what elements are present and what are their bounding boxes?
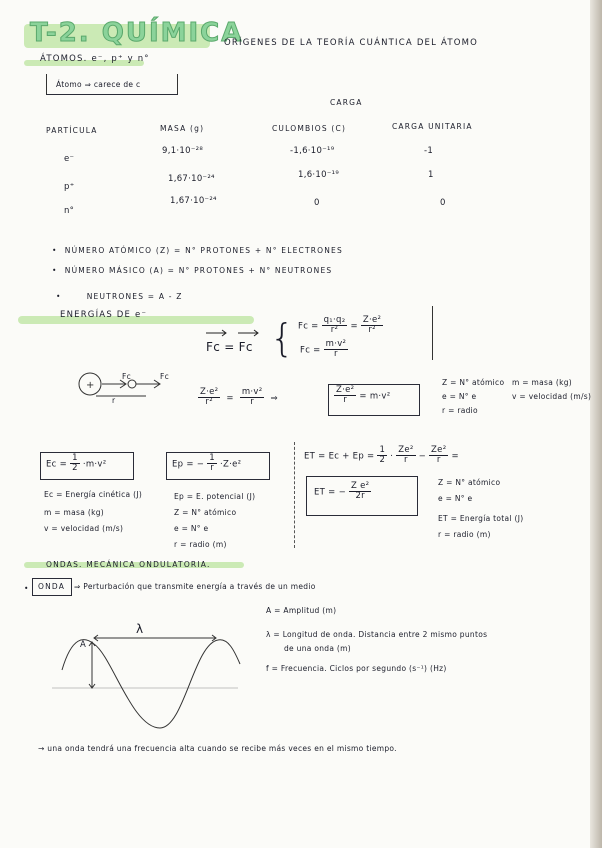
- bullet-numero-atomico: • NÚMERO ATÓMICO (Z) = N° PROTONES + N° ELECTRONES: [52, 246, 343, 255]
- et-legend-e: e = N° e: [438, 494, 473, 503]
- et-legend-r: r = radio (m): [438, 530, 491, 539]
- row-e-particle: e⁻: [64, 154, 75, 164]
- legend-v: v = velocidad (m/s): [512, 392, 592, 401]
- page-title: T-2. QUÍMICA: [30, 18, 244, 48]
- row-p-particle: p⁺: [64, 182, 75, 192]
- onda-definition: ⇒ Perturbación que transmite energía a través de un medio: [74, 582, 316, 591]
- header-carga-unitaria: CARGA UNITARIA: [392, 122, 473, 131]
- legend-e: e = N° e: [442, 392, 477, 401]
- onda-label: ONDA: [38, 582, 66, 591]
- header-particula: PARTÍCULA: [46, 126, 98, 135]
- bullet-numero-atomico-text: NÚMERO ATÓMICO (Z) = N° PROTONES + N° ELECTRONES: [64, 246, 343, 255]
- waves-heading: ONDAS. MECÁNICA ONDULATORIA.: [46, 560, 211, 569]
- wave-footer-note: → una onda tendrá una frecuencia alta cuando se recibe más veces en el mismo tiempo.: [38, 744, 397, 753]
- legend-m: m = masa (kg): [512, 378, 573, 387]
- header-masa: MASA (g): [160, 124, 205, 133]
- row-e-c: -1,6·10⁻¹⁹: [290, 146, 335, 156]
- vector-equation: Fc = Fc: [206, 340, 253, 354]
- row-n-u: 0: [440, 198, 446, 208]
- ep-legend-r: r = radio (m): [174, 540, 227, 549]
- wave-amplitude-label: A: [80, 640, 87, 650]
- section-heading-atoms: ÁTOMOS. e⁻, p⁺ y n°: [40, 54, 150, 64]
- legend-z: Z = N° atómico: [442, 378, 505, 387]
- bullet-neutrones-text: NEUTRONES = A - Z: [86, 292, 183, 301]
- formula-bracket: [428, 306, 433, 360]
- atom-note: Átomo ⇒ carece de c: [56, 80, 141, 89]
- wave-legend-amplitude: A = Amplitud (m): [266, 606, 337, 615]
- wave-lambda-label: λ: [136, 622, 144, 636]
- bullet-numero-masico: • NÚMERO MÁSICO (A) = N° PROTONES + N° NEUTRONES: [52, 266, 333, 275]
- ep-legend-ep: Ep = E. potencial (J): [174, 492, 256, 501]
- legend-r: r = radio: [442, 406, 478, 415]
- ep-legend-z: Z = N° atómico: [174, 508, 237, 517]
- equality-chain: $\frac{\text{Z·e²}}{\text{r²}}$ = $\frac{\text{m·v²}}{r}$ ⇒: [200, 387, 281, 408]
- row-n-masa: 1,67·10⁻²⁴: [170, 196, 217, 206]
- svg-text:+: +: [86, 380, 95, 391]
- row-n-c: 0: [314, 198, 320, 208]
- et-legend-et: ET = Energía total (J): [438, 514, 524, 523]
- ec-legend-m: m = masa (kg): [44, 508, 105, 517]
- bullet-neutrones: • NEUTRONES = A - Z: [56, 292, 183, 301]
- row-e-u: -1: [424, 146, 434, 156]
- row-p-c: 1,6·10⁻¹⁹: [298, 170, 340, 180]
- diagram-radius: r: [112, 396, 116, 405]
- et-formula: ET = − $\frac{\text{Z e²}}{2r}$: [314, 481, 370, 502]
- row-p-u: 1: [428, 170, 434, 180]
- row-e-masa: 9,1·10⁻²⁸: [162, 146, 204, 156]
- ec-legend-ec: Ec = Energía cinética (J): [44, 490, 143, 499]
- energy-heading: ENERGÍAS DE e⁻: [60, 310, 148, 320]
- ec-formula: Ec = $\frac{1}{2}$ ·m·v²: [46, 453, 107, 474]
- carga-label: CARGA: [330, 98, 363, 107]
- et-legend-z: Z = N° atómico: [438, 478, 501, 487]
- wave-legend-lambda-cont: de una onda (m): [284, 644, 351, 653]
- page-subtitle: ORÍGENES DE LA TEORÍA CUÁNTICA DEL ÁTOMO: [224, 38, 479, 48]
- wave-legend-frequency: f = Frecuencia. Ciclos por segundo (s⁻¹) (Hz): [266, 664, 447, 673]
- wave-diagram: [52, 616, 242, 726]
- divider-dashed: [294, 442, 295, 548]
- et-expansion: ET = Ec + Ep = $\frac{1}{2}$ · $\frac{\text{Ze²}}{r}$ − $\frac{\text{Ze²}}{r}$ =: [304, 445, 459, 466]
- bullet-numero-masico-text: NÚMERO MÁSICO (A) = N° PROTONES + N° NEUTRONES: [64, 266, 333, 275]
- ep-legend-e: e = N° e: [174, 524, 209, 533]
- left-brace: {: [270, 316, 295, 360]
- wave-legend-lambda: λ = Longitud de onda. Distancia entre 2 mismo puntos: [266, 630, 488, 639]
- page-edge: [590, 0, 602, 848]
- diagram-fc-left: Fc: [122, 372, 132, 381]
- fc-centripetal-formula: Fc = $\frac{\text{m·v²}}{r}$: [300, 339, 347, 360]
- header-culombios: CULOMBIOS (C): [272, 124, 347, 133]
- row-p-masa: 1,67·10⁻²⁴: [168, 174, 215, 184]
- diagram-fc-right: Fc: [160, 372, 170, 381]
- ep-formula: Ep = − $\frac{1}{r}$ ·Z·e²: [172, 453, 242, 474]
- onda-bullet: •: [24, 584, 29, 593]
- row-n-particle: n°: [64, 206, 75, 216]
- boxed-equality-text: $\frac{\text{Z·e²}}{r}$ = m·v²: [336, 385, 391, 406]
- ec-legend-v: v = velocidad (m/s): [44, 524, 124, 533]
- fc-coulomb-formula: Fc = $\frac{\text{q₁·q₂}}{\text{r²}}$ = $\frac{\text{Z·e²}}{\text{r²}}$: [298, 315, 382, 336]
